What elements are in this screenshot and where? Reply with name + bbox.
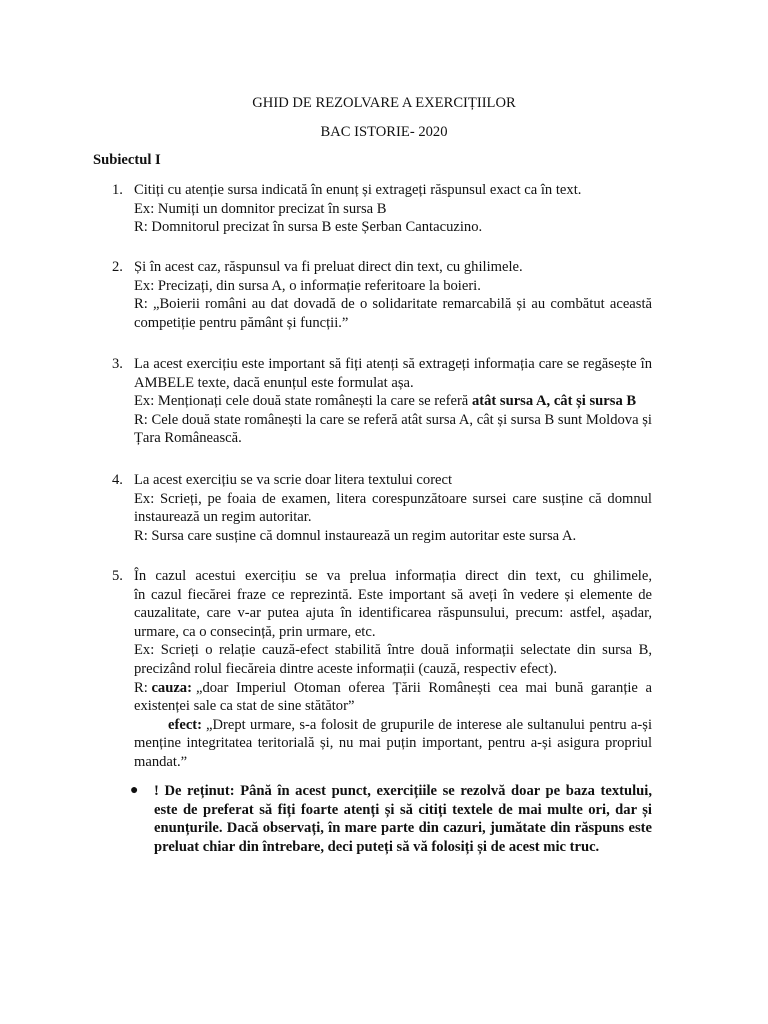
cause-text: „doar Imperiul Otoman oferea Țării Românești cea mai bună garanție a (195, 679, 652, 696)
item-line: cauzalitate, care v-ar putea ajuta în identificarea răspunsului, precum: astfel, așadar, (134, 605, 652, 622)
item-line: Citiți cu atenție sursa indicată în enunț și extrageți răspunsul exact ca în text. (134, 182, 582, 198)
item-line (134, 716, 652, 735)
item-line: R: Sursa care susține că domnul instaurează un regim autoritar este sursa A. (134, 527, 577, 544)
item-line: La acest exercițiu se va scrie doar litera textului corect (134, 472, 453, 488)
item-line: În cazul acestui exercițiu se va prelua informația direct din text, cu ghilimele, (134, 568, 652, 584)
item-line (134, 679, 652, 698)
answer-prefix: R: (134, 679, 152, 696)
emphasis-text: atât sursa A, cât și sursa B (471, 393, 637, 410)
item-line: R: Cele două state românești la care se referă atât sursa A, cât și sursa B sunt Moldova și (134, 411, 652, 428)
item-number: 3. (112, 356, 123, 372)
item-line: Ex: Scrieți o relație cauză-efect stabilită între două informații selectate din sursa B, (134, 642, 652, 659)
section-heading: Subiectul I (93, 152, 161, 168)
item-line: La acest exercițiu este important să fiți atenți să extrageți informația care se regăsește în (134, 356, 652, 372)
item-line: mandat.” (134, 753, 188, 770)
document-title: GHID DE REZOLVARE A EXERCIȚIILOR (252, 95, 516, 111)
item-line: existenței sale ca stat de sine stătător” (134, 698, 355, 715)
note-line: preluat chiar din întrebare, deci puteți să vă folosiți și de acest mic truc. (154, 838, 600, 855)
item-line: Și în acest caz, răspunsul va fi preluat direct din text, cu ghilimele. (134, 259, 523, 275)
item-line (134, 392, 652, 411)
note-line: enunțurile. Dacă observați, în mare parte din cazuri, jumătate din răspuns este (154, 820, 652, 837)
note-line: este de preferat să fiți foarte atenți și să citiți textele de mai multe ori, dar și (154, 801, 652, 818)
item-line: R: „Boierii români au dat dovadă de o solidaritate remarcabilă și au combătut această (134, 296, 652, 313)
item-line: AMBELE texte, dacă enunțul este formulat așa. (134, 374, 414, 391)
note-line: ! De reținut: Până în acest punct, exercițiile se rezolvă doar pe baza textului, (154, 783, 652, 799)
item-number: 1. (112, 182, 123, 198)
cause-label: cauza: (151, 679, 192, 696)
item-line: urmare, ca o consecință, prin urmare, etc. (134, 623, 376, 640)
item-line: Ex: Precizați, din sursa A, o informație referitoare la boieri. (134, 277, 481, 294)
item-line: Ex: Numiți un domnitor precizat în sursa B (134, 200, 387, 217)
item-line: menține integritatea teritorială și, nu mai puțin important, pentru a-și asigura propriul (134, 735, 652, 752)
item-line: instaurează un regim autoritar. (134, 509, 312, 526)
item-line: R: Domnitorul precizat în sursa B este Șerban Cantacuzino. (134, 219, 483, 236)
item-line: precizând rolul fiecăreia dintre aceste informații (cauză, respectiv efect). (134, 660, 557, 677)
item-line: Ex: Scrieți, pe foaia de examen, litera corespunzătoare sursei care susține că domnul (134, 490, 652, 507)
document-subtitle: BAC ISTORIE- 2020 (320, 124, 448, 140)
item-line-text: Ex: Menționați cele două state românești la care se referă (134, 393, 472, 410)
effect-text: „Drept urmare, s-a folosit de grupurile de interese ale sultanului pentru a-și (206, 716, 652, 733)
item-line: în cazul fiecărei fraze ce reprezintă. Este important să aveți în vedere și elemente de (134, 586, 652, 603)
item-number: 4. (112, 472, 123, 488)
bullet-icon: ● (130, 783, 139, 798)
item-line: Țara Românească. (134, 430, 242, 447)
item-number: 5. (112, 568, 123, 584)
effect-label: efect: (168, 716, 203, 733)
item-number: 2. (112, 259, 123, 275)
item-line: competiție pentru pământ și funcții.” (134, 314, 349, 331)
